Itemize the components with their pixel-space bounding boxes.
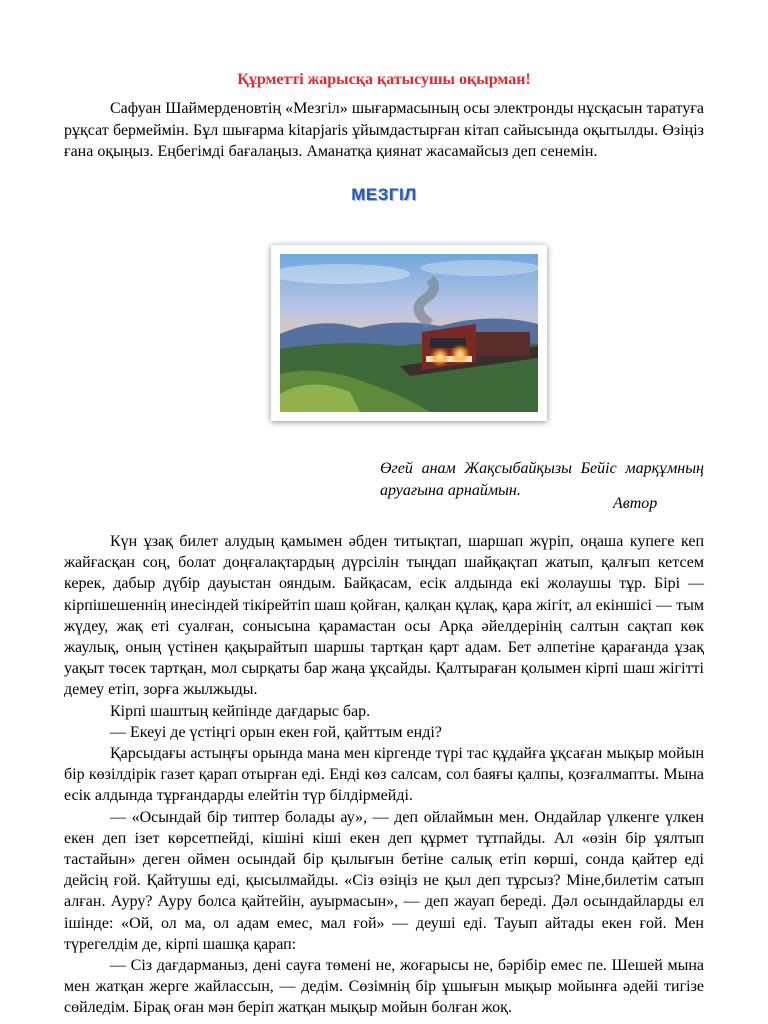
story-paragraph: — Екеуі де үстіңгі орын екен ғой, қайттым енді? (110, 723, 442, 741)
story-body (64, 531, 704, 1019)
train-photo (271, 245, 547, 421)
story-paragraph: Қарсыдағы астыңғы орында мана мен кіргенде түрі тас құдайға ұқсаған мықыр мойын бір көзілдірік газет қарап отырған еді. Енді көз салсам, сол баяғы қалпы, қозғалмапты. Мына есік алдында тұрғандарды елейтін түр білдірмейді. (64, 745, 704, 805)
story-title: МЕЗГІЛ (351, 184, 417, 204)
story-paragraph: Кірпі шаштың кейпінде дағдарыс бар. (110, 702, 371, 720)
greeting-heading: Құрметті жарысқа қатысушы оқырман! (237, 71, 531, 88)
story-paragraph: Күн ұзақ билет алудың қамымен әбден титықтап, шаршап жүріп, оңаша купеге кеп жайғасқан соң, болат доңғалақтардың дүрсілін тыңдап шайқақтап жатып, қалғып кетсем керек, дабыр дүбір дауыстан ояндым. Байқасам, есік алдында екі жолаушы тұр. Бірі — кірпішешеннің инесіндей тікірейтіп шаш қойған, қалқан құлақ, қара жігіт, ал екіншісі — тым жүдеу, жақ еті суалған, сонысына қарамастан осы Арқа әйелдерінің салтын сақтап көк жаулық, оның үстінен қақырайтып шаршы тартқан қарт адам. Бет әлпетіне қарағанда ұзақ уақыт төсек тартқан, мол сырқаты бар жаңа ұқсайды. Қалтыраған қолымен кірпі шаш жігітті демеу етіп, зорға жылжыды. (64, 533, 704, 699)
story-paragraph: — Сіз дағдарманыз, дені сауға төмені не, жоғарысы не, бәрібір емес пе. Шешей мына мен жатқан жерге жайлассын, — дедім. Сөзімнің бір ұшығын мықыр мойынға әдейі тигізе сөйледім. Бірақ оған мән беріп жатқан мықыр мойын болған жоқ. (64, 957, 704, 1017)
dedication-text: Өгей анам Жақсыбайқызы Бейіс марқұмның аруағына арнаймын. (380, 460, 704, 499)
notice-paragraph: Сафуан Шаймерденовтің «Мезгіл» шығармасының осы электронды нұсқасын таратуға рұқсат бермеймін. Бұл шығарма kitapjaris ұйымдастырған кітап сайысында оқытылды. Өзіңіз ғана оқыңыз. Еңбегімді бағалаңыз. Аманатқа қиянат жасамайсыз деп сенемін. (64, 100, 704, 161)
story-paragraph: — «Осындай бір типтер болады ау», — деп ойлаймын мен. Ондайлар үлкенге үлкен екен деп ізет көрсетпейді, кішіні кіші екен деп құрмет тұтпайды. Ал «өзін бір ұялтып тастайын» деген оймен осындай бір қылығын бетіне салық етіп көрші, сонда қайтер еді дейсің ғой. Қайтушы еді, қысылмайды. «Сіз өзіңіз не қыл деп тұрсыз? Міне,билетім сатып алған. Ауру? Ауру болса қайтейін, ауырмасын», — деп жауап береді. Дәл осындайларды ел ішінде: «Ой, ол ма, ол адам емес, мал ғой» — деуші еді. Тауып айтады екен ғой. Мен түрегелдім де, кірпі шашқа қарап: (64, 808, 704, 953)
train-photo-image (280, 254, 538, 412)
dedication-author: Автор (613, 495, 658, 512)
document-page (64, 0, 704, 1017)
